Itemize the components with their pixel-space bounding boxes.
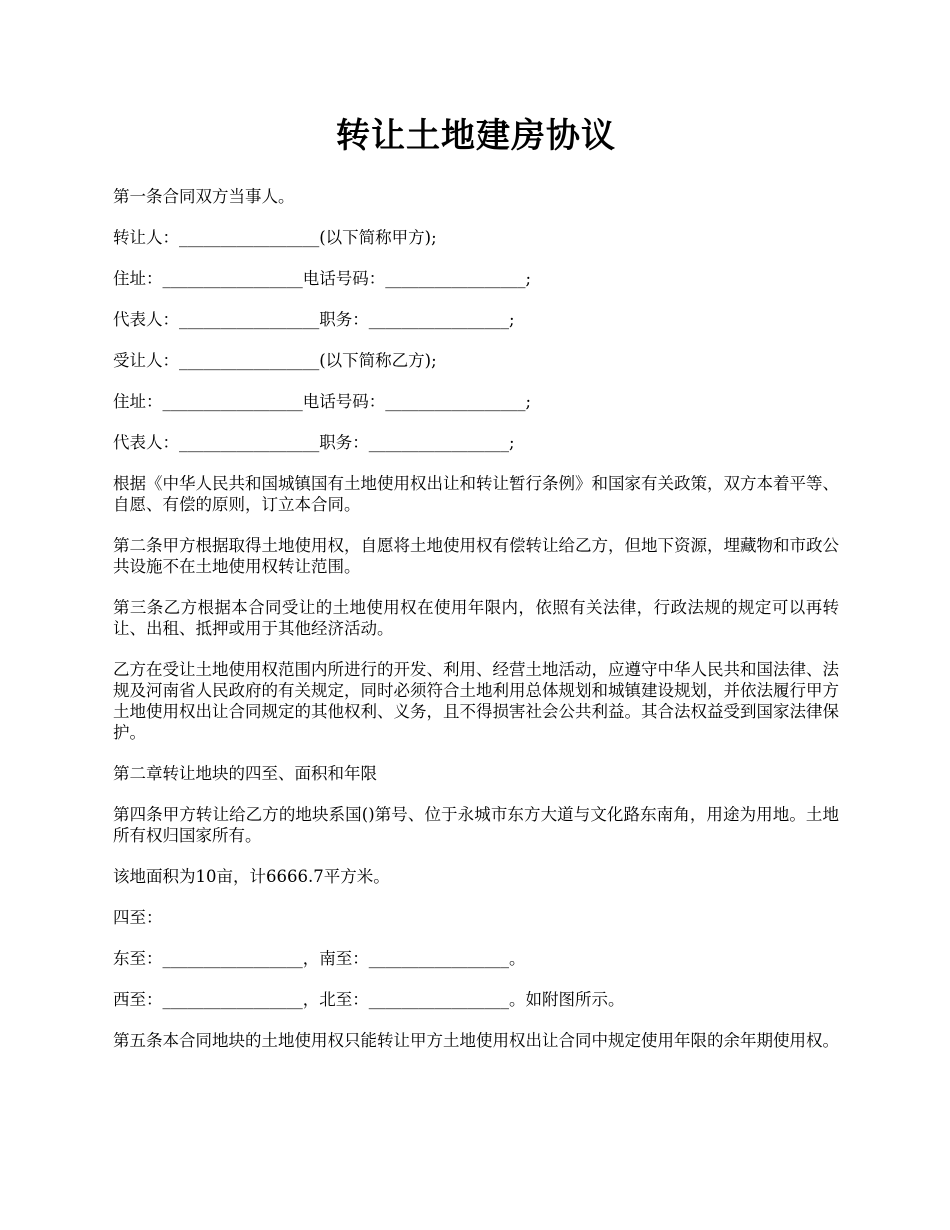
transferor-representative-line: 代表人：_________________职务：_________________; <box>113 310 515 329</box>
west-north-boundary-line: 西至：_________________，北至：_________________。如附图所示。 <box>113 990 625 1009</box>
transferee-address-line: 住址：_________________电话号码：_________________; <box>113 392 532 411</box>
document-page <box>113 108 839 1071</box>
article-2-paragraph: 第二条甲方根据取得土地使用权，自愿将土地使用权有偿转让给乙方，但地下资源，埋藏物和市政公共设施不在土地使用权转让范围。 <box>113 536 839 576</box>
transferee-representative-line: 代表人：_________________职务：_________________; <box>113 433 515 452</box>
transferor-line: 转让人：_________________(以下简称甲方); <box>113 228 437 247</box>
transferee-obligations-paragraph: 乙方在受让土地使用权范围内所进行的开发、利用、经营土地活动，应遵守中华人民共和国法律、法规及河南省人民政府的有关规定，同时必须符合土地利用总体规划和城镇建设规划，并依法履行甲方土地使用权出让合同规定的其他权利、义务，且不得损害社会公共利益。其合法权益受到国家法律保护。 <box>113 660 839 742</box>
chapter-2-heading: 第二章转让地块的四至、面积和年限 <box>113 764 377 783</box>
east-south-boundary-line: 东至：_________________，南至：_________________。 <box>113 949 526 968</box>
area-line: 该地面积为10亩，计6666.7平方米。 <box>113 867 390 886</box>
transferee-line: 受让人：_________________(以下简称乙方); <box>113 351 437 370</box>
article-5-paragraph: 第五条本合同地块的土地使用权只能转让甲方土地使用权出让合同中规定使用年限的余年期使用权。 <box>113 1031 839 1050</box>
document-title: 转让土地建房协议 <box>336 116 616 156</box>
article-4-paragraph: 第四条甲方转让给乙方的地块系国()第号、位于永城市东方大道与文化路东南角，用途为用地。土地所有权归国家所有。 <box>113 805 839 845</box>
article-3-paragraph: 第三条乙方根据本合同受让的土地使用权在使用年限内，依照有关法律，行政法规的规定可以再转让、出租、抵押或用于其他经济活动。 <box>113 598 839 638</box>
transferor-address-line: 住址：_________________电话号码：_________________; <box>113 269 532 288</box>
article-1-heading: 第一条合同双方当事人。 <box>113 187 295 206</box>
legal-basis-paragraph: 根据《中华人民共和国城镇国有土地使用权出让和转让暂行条例》和国家有关政策，双方本着平等、自愿、有偿的原则，订立本合同。 <box>113 474 839 514</box>
boundaries-heading: 四至： <box>113 908 163 927</box>
